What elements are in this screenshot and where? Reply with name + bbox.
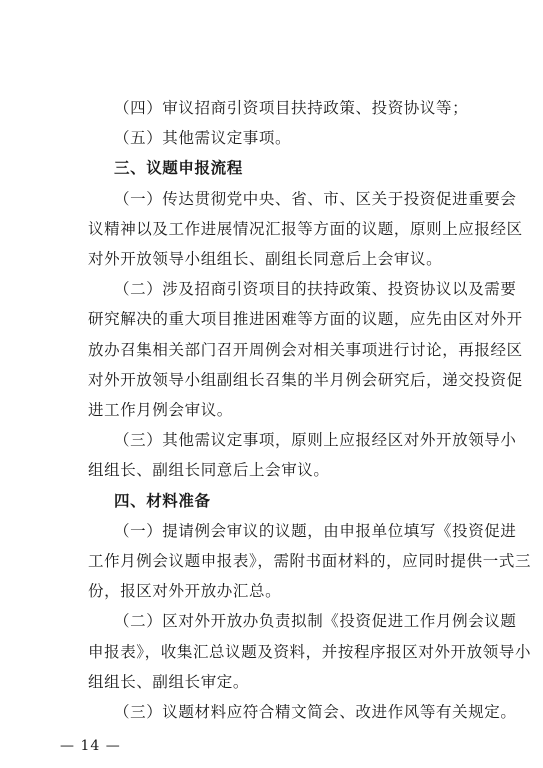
paragraph-line: 申报表》，收集汇总议题及资料，并按程序报区对外开放领导小 (88, 642, 532, 661)
paragraph-line: （二）区对外开放办负责拟制《投资促进工作月例会议题 (114, 612, 517, 631)
paragraph-line: 份，报区对外开放办汇总。 (88, 582, 282, 601)
paragraph-line: 组组长、副组长同意后上会审议。 (88, 461, 330, 480)
paragraph-line: （一）传达贯彻党中央、省、市、区关于投资促进重要会 (114, 189, 517, 208)
paragraph-line: 对外开放领导小组副组长召集的半月例会研究后，递交投资促 (88, 370, 523, 389)
page-number: — 14 — (60, 738, 121, 754)
section-heading-3: 三、议题申报流程 (114, 159, 243, 178)
paragraph-line: 进工作月例会审议。 (88, 401, 233, 419)
paragraph-line: 工作月例会议题申报表》，需附书面材料的，应同时提供一式三 (88, 552, 532, 570)
paragraph-line: 对外开放领导小组组长、副组长同意后上会审议。 (88, 250, 443, 268)
paragraph-line: （一）提请例会审议的议题，由申报单位填写《投资促进 (114, 521, 517, 540)
paragraph-line: 研究解决的重大项目推进困难等方面的议题，应先由区对外开 (88, 310, 523, 329)
paragraph-line: （三）其他需议定事项，原则上应报经区对外开放领导小 (114, 431, 517, 450)
paragraph-item-5: （五）其他需议定事项。 (114, 129, 292, 148)
paragraph-line: 议精神以及工作进展情况汇报等方面的议题，原则上应报经区 (88, 219, 523, 238)
paragraph-line: （三）议题材料应符合精文简会、改进作风等有关规定。 (114, 703, 517, 721)
section-heading-4: 四、材料准备 (114, 491, 211, 510)
paragraph-line: 组组长、副组长审定。 (88, 672, 250, 691)
paragraph-line: 放办召集相关部门召开周例会对相关事项进行讨论，再报经区 (88, 340, 523, 359)
paragraph-item-4: （四）审议招商引资项目扶持政策、投资协议等； (114, 99, 469, 117)
paragraph-line: （二）涉及招商引资项目的扶持政策、投资协议以及需要 (114, 280, 517, 299)
